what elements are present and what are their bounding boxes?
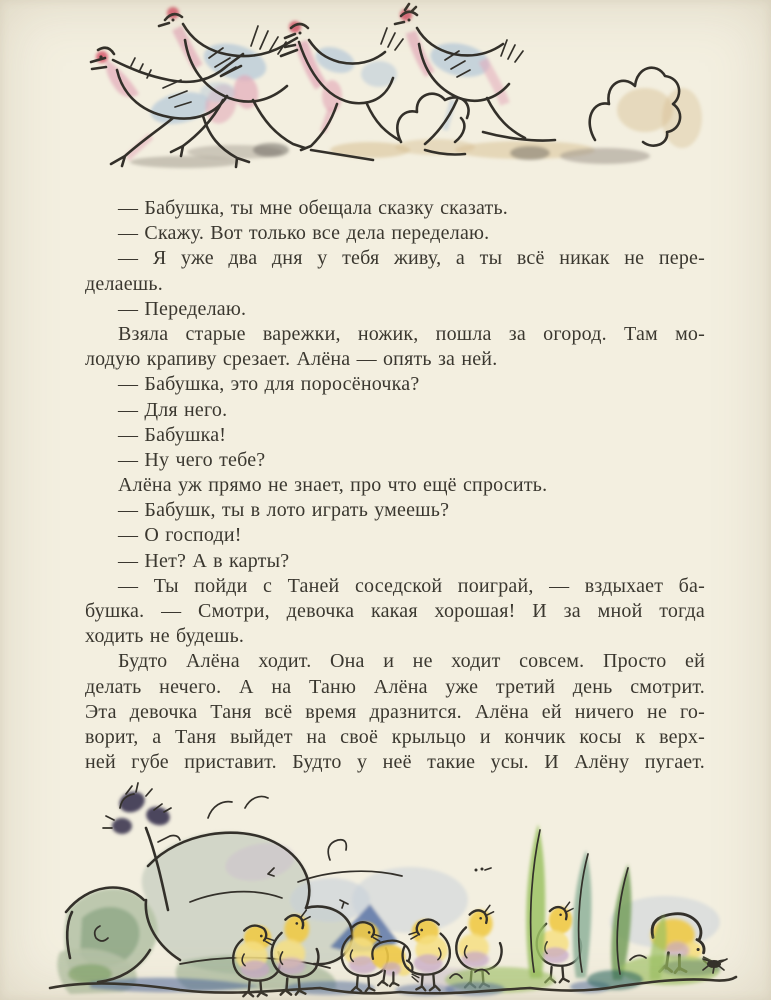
text-line: делать нечего. А на Таню Алёна уже третий день смотрит. (85, 675, 705, 698)
text-line: Будто Алёна ходит. Она и не ходит совсем. Просто ей (118, 650, 705, 673)
text-line: лодую крапиву срезает. Алёна — опять за ней. (85, 348, 498, 371)
text-line: — Бабушка! (118, 423, 227, 446)
text-line: — Скажу. Вот только все дела переделаю. (118, 222, 490, 245)
top-illustration-running-hens (85, 0, 725, 175)
text-line: — Для него. (118, 398, 228, 421)
text-line: — Переделаю. (118, 297, 247, 320)
text-line: ходить не будешь. (85, 625, 245, 648)
text-line: — Ты пойди с Таней соседской поиграй, — вздыхает ба- (118, 574, 705, 597)
text-line: — Нет? А в карты? (118, 549, 290, 572)
text-line: Взяла старые варежки, ножик, пошла за огород. Там мо- (118, 322, 705, 345)
text-line: ворит, а Таня выйдет на своё крыльцо и кончик косы к верх- (85, 725, 705, 748)
text-line: бушка. — Смотри, девочка какая хорошая! И за мной тогда (85, 600, 705, 622)
bottom-illustration-chicks (30, 782, 745, 1000)
text-line: ней губе приставит. Будто у неё такие усы. И Алёну пугает. (85, 751, 705, 774)
text-line: — Бабушка, это для поросёночка? (118, 373, 420, 396)
text-line: — Бабушк, ты в лото играть умеешь? (118, 499, 450, 522)
text-line: Алёна уж прямо не знает, про что ещё спросить. (118, 474, 548, 497)
text-line: Эта девочка Таня всё время дразнится. Алёна ей ничего не го- (85, 700, 705, 723)
text-line: делаешь. (85, 272, 163, 295)
text-line: — Ну чего тебе? (118, 448, 266, 471)
text-line: — Я уже два дня у тебя живу, а ты всё никак не пере- (118, 247, 705, 270)
text-line: — Бабушка, ты мне обещала сказку сказать. (118, 197, 508, 219)
story-text (85, 196, 705, 775)
text-line: — О господи! (118, 524, 242, 547)
